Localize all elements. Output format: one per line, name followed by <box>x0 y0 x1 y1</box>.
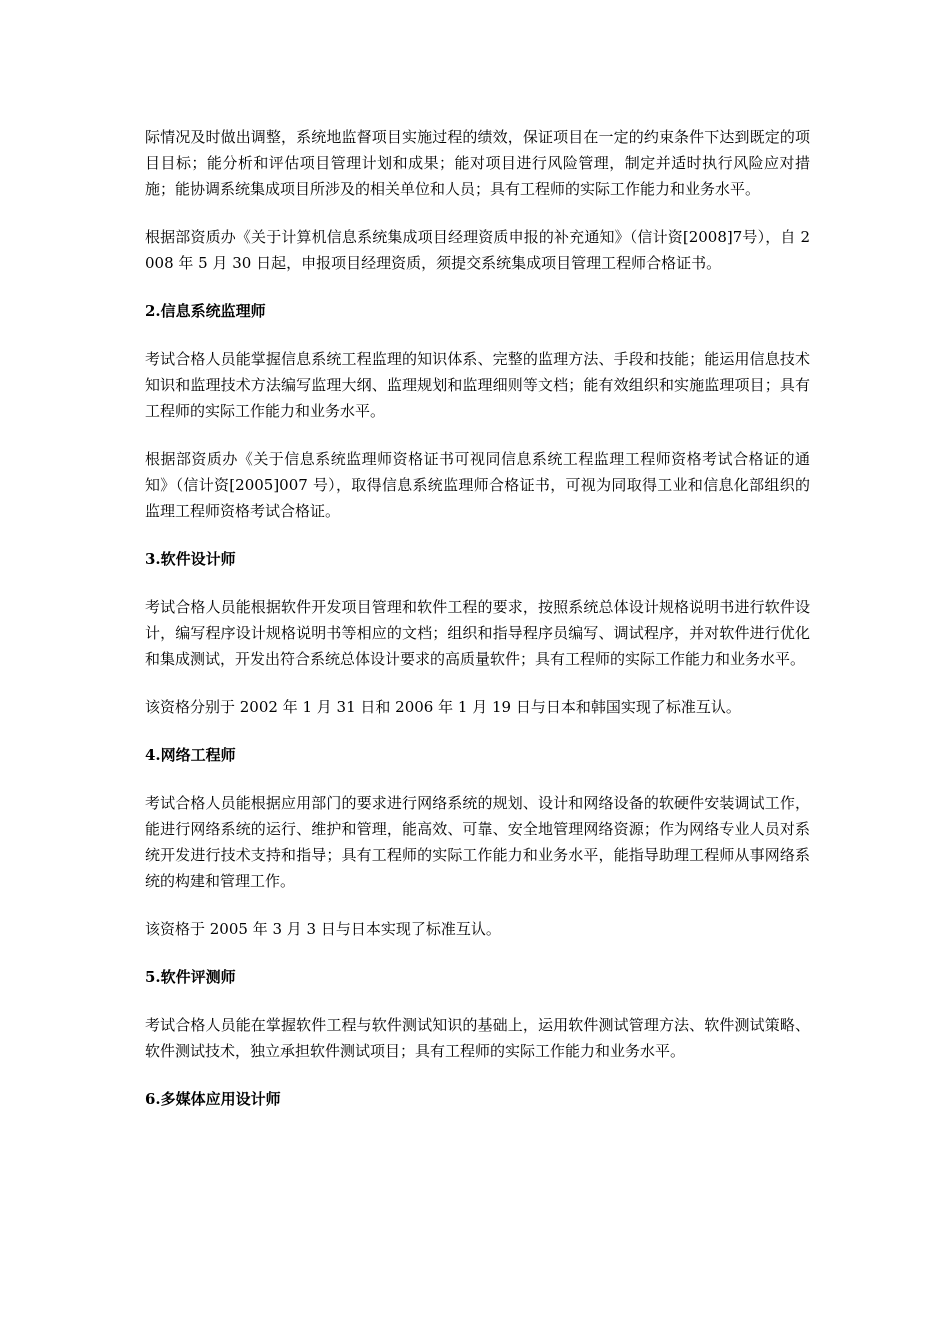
paragraph-project-manager-notice: 根据部资质办《关于计算机信息系统集成项目经理资质申报的补充通知》（信计资[2008]7号），自 2008 年 5 月 30 日起，申报项目经理资质，须提交系统集成项目管理工程师合格证书。 <box>145 228 810 272</box>
paragraph-supervisor-description: 考试合格人员能掌握信息系统工程监理的知识体系、完整的监理方法、手段和技能；能运用信息技术知识和监理技术方法编写监理大纲、监理规划和监理细则等文档；能有效组织和实施监理项目；具有工程师的实际工作能力和业务水平。 <box>145 350 810 420</box>
heading-info-system-supervisor: 2.信息系统监理师 <box>145 302 266 320</box>
heading-software-designer: 3.软件设计师 <box>145 550 236 568</box>
heading-multimedia-designer: 6.多媒体应用设计师 <box>145 1090 281 1108</box>
heading-network-engineer: 4.网络工程师 <box>145 746 236 764</box>
paragraph-network-engineer-description: 考试合格人员能根据应用部门的要求进行网络系统的规划、设计和网络设备的软硬件安装调试工作，能进行网络系统的运行、维护和管理，能高效、可靠、安全地管理网络资源；作为网络专业人员对系统开发进行技术支持和指导；具有工程师的实际工作能力和业务水平，能指导助理工程师从事网络系统的构建和管理工作。 <box>145 794 810 890</box>
paragraph-network-engineer-recognition: 该资格于 2005 年 3 月 3 日与日本实现了标准互认。 <box>145 920 501 938</box>
paragraph-project-manager-continued: 际情况及时做出调整，系统地监督项目实施过程的绩效，保证项目在一定的约束条件下达到既定的项目目标；能分析和评估项目管理计划和成果；能对项目进行风险管理，制定并适时执行风险应对措施；能协调系统集成项目所涉及的相关单位和人员；具有工程师的实际工作能力和业务水平。 <box>145 128 810 198</box>
paragraph-software-tester-description: 考试合格人员能在掌握软件工程与软件测试知识的基础上，运用软件测试管理方法、软件测试策略、软件测试技术，独立承担软件测试项目；具有工程师的实际工作能力和业务水平。 <box>145 1016 810 1060</box>
paragraph-supervisor-notice: 根据部资质办《关于信息系统监理师资格证书可视同信息系统工程监理工程师资格考试合格证的通知》（信计资[2005]007 号），取得信息系统监理师合格证书，可视为同取得工业和信息化部组织的监理工程师资格考试合格证。 <box>145 450 810 520</box>
heading-software-tester: 5.软件评测师 <box>145 968 236 986</box>
document-body <box>145 124 810 1134</box>
paragraph-software-designer-recognition: 该资格分别于 2002 年 1 月 31 日和 2006 年 1 月 19 日与日本和韩国实现了标准互认。 <box>145 698 741 716</box>
paragraph-software-designer-description: 考试合格人员能根据软件开发项目管理和软件工程的要求，按照系统总体设计规格说明书进行软件设计，编写程序设计规格说明书等相应的文档；组织和指导程序员编写、调试程序，并对软件进行优化和集成测试，开发出符合系统总体设计要求的高质量软件；具有工程师的实际工作能力和业务水平。 <box>145 598 810 668</box>
